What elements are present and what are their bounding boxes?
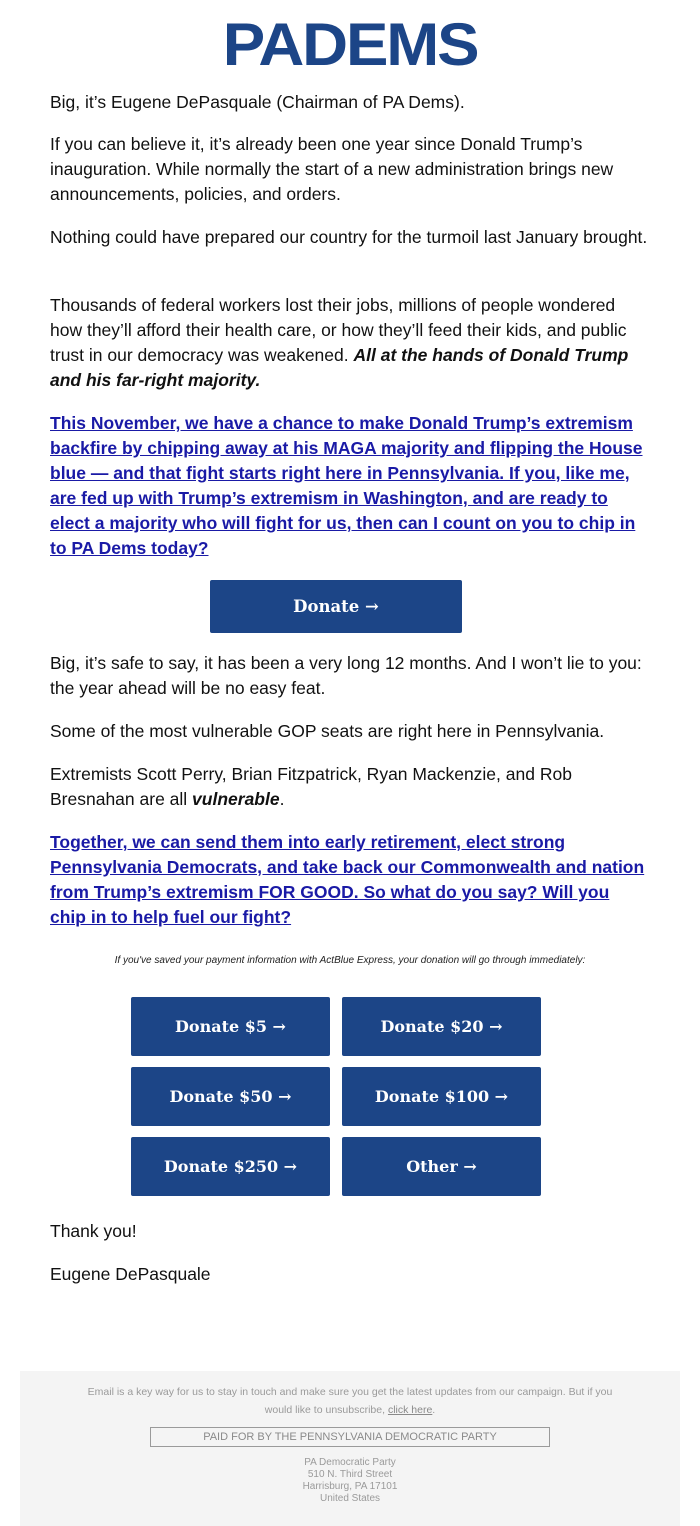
donate-50-button[interactable]: Donate $50 → xyxy=(131,1067,330,1126)
cta-link-fuel-fight[interactable]: Together, we can send them into early retirement, elect strong Pennsylvania Democrats, and take back our Commonwealth and nation from Trump’s extremism FOR GOOD. So what do you say? Will you chip in to help fuel our fight? xyxy=(50,832,645,927)
donate-250-button[interactable]: Donate $250 → xyxy=(131,1137,330,1196)
mailing-address xyxy=(20,1457,680,1505)
vulnerable-seats-paragraph: Some of the most vulnerable GOP seats are right here in Pennsylvania. xyxy=(50,721,605,741)
extremists-period: . xyxy=(279,789,285,809)
intro-paragraph: If you can believe it, it’s already been one year since Donald Trump’s inauguration. While normally the start of a new administration brings new announcements, policies, and orders. xyxy=(50,134,614,204)
turmoil-paragraph: Nothing could have prepared our country for the turmoil last January brought. xyxy=(50,227,648,247)
email-footer xyxy=(20,1371,680,1526)
thanks-text: Thank you! xyxy=(50,1221,137,1241)
workers-paragraph xyxy=(50,293,650,393)
address-line: PA Democratic Party xyxy=(304,1457,396,1468)
donate-100-button[interactable]: Donate $100 → xyxy=(342,1067,541,1126)
unsubscribe-period: . xyxy=(432,1404,436,1416)
padems-logo xyxy=(0,12,700,78)
donate-other-button[interactable]: Other → xyxy=(342,1137,541,1196)
unsubscribe-text: Email is a key way for us to stay in touch and make sure you get the latest updates from our campaign. But if you would like to unsubscribe, xyxy=(87,1386,613,1416)
donate-5-button[interactable]: Donate $5 → xyxy=(131,997,330,1056)
extremists-emphasis: vulnerable xyxy=(192,789,280,809)
workers-text: Thousands of federal workers lost their jobs, millions of people wondered how they’ll afford their health care, or how they’ll feed their kids, and public trust in our democracy was weakened. xyxy=(50,295,627,365)
unsubscribe-link[interactable]: click here xyxy=(387,1404,433,1416)
greeting-paragraph: Big, it’s Eugene DePasquale (Chairman of PA Dems). xyxy=(50,92,465,112)
extremists-text: Extremists Scott Perry, Brian Fitzpatrick, Ryan Mackenzie, and Rob Bresnahan are all xyxy=(50,764,572,809)
address-line: Harrisburg, PA 17101 xyxy=(302,1481,398,1492)
unsubscribe-note xyxy=(80,1383,620,1419)
actblue-express-note: If you've saved your payment information with ActBlue Express, your donation will go through immediately: xyxy=(114,955,586,966)
signature: Eugene DePasquale xyxy=(50,1264,211,1284)
address-line: United States xyxy=(319,1493,381,1504)
address-line: 510 N. Third Street xyxy=(307,1469,393,1480)
donate-button[interactable]: Donate → xyxy=(210,580,462,633)
logo-text: PADEMS xyxy=(222,11,478,78)
extremists-paragraph xyxy=(50,762,650,812)
paid-for-disclaimer: PAID FOR BY THE PENNSYLVANIA DEMOCRATIC PARTY xyxy=(150,1427,550,1447)
email-body xyxy=(50,90,650,115)
donate-20-button[interactable]: Donate $20 → xyxy=(342,997,541,1056)
workers-emphasis: All at the hands of Donald Trump and his far-right majority. xyxy=(50,345,629,390)
long-year-paragraph: Big, it’s safe to say, it has been a very long 12 months. And I won’t lie to you: the year ahead will be no easy feat. xyxy=(50,653,642,698)
cta-link-chip-in[interactable]: This November, we have a chance to make Donald Trump’s extremism backfire by chipping away at his MAGA majority and flipping the House blue — and that fight starts right here in Pennsylvania. If you, like me, are fed up with Trump’s extremism in Washington, and are ready to elect a majority who will fight for us, then can I count on you to chip in to PA Dems today? xyxy=(50,413,643,558)
